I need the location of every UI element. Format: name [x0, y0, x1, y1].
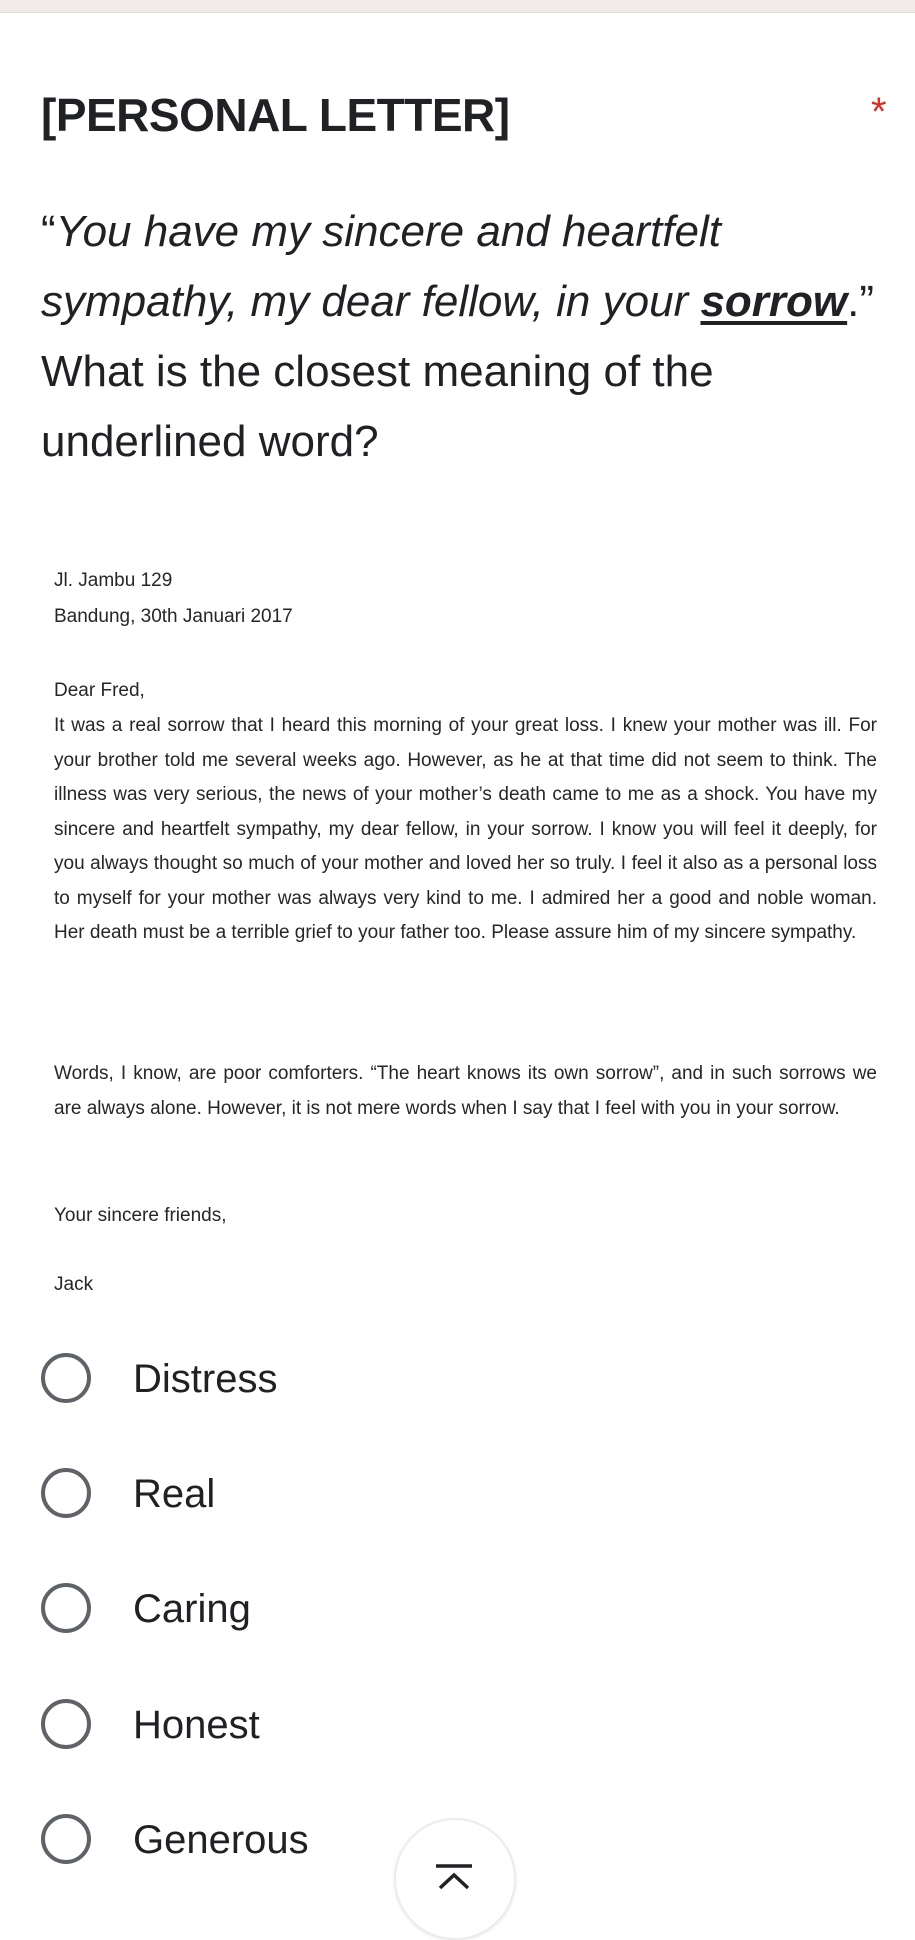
- scroll-to-top-button[interactable]: [394, 1818, 516, 1940]
- question-quote-open: “: [41, 207, 56, 256]
- option-label: Caring: [133, 1587, 251, 1631]
- option-label: Honest: [133, 1703, 260, 1747]
- question-prompt: .” What is the closest meaning of the underlined word?: [41, 277, 875, 466]
- option-label: Distress: [133, 1357, 278, 1401]
- option-real[interactable]: [41, 1468, 641, 1528]
- radio-button[interactable]: [41, 1699, 91, 1749]
- option-caring[interactable]: [41, 1583, 641, 1643]
- option-label: Real: [133, 1472, 216, 1516]
- radio-button[interactable]: [41, 1468, 91, 1518]
- letter-salutation: Dear Fred,: [54, 680, 145, 701]
- underlined-word: sorrow: [700, 277, 848, 326]
- scroll-to-top-icon: [434, 1864, 474, 1894]
- question-title: [PERSONAL LETTER]: [41, 89, 510, 141]
- option-honest[interactable]: [41, 1699, 641, 1759]
- letter-signature: Jack: [54, 1274, 94, 1295]
- option-distress[interactable]: [41, 1353, 641, 1413]
- option-label: Generous: [133, 1818, 309, 1862]
- radio-button[interactable]: [41, 1814, 91, 1864]
- radio-button[interactable]: [41, 1353, 91, 1403]
- letter-paragraph-1: It was a real sorrow that I heard this morning of your great loss. I knew your mother was ill. For your brother told me several weeks ago. However, as he at that time did not seem to think. The illness was very serious, the news of your mother’s death came to me as a shock. You have my sincere and heartfelt sympathy, my dear fellow, in your sorrow. I know you will feel it deeply, for you always thought so much of your mother and loved her so truly. I feel it also as a personal loss to myself for your mother was always very kind to me. I admired her a good and noble woman. Her death must be a terrible grief to your father too. Please assure him of my sincere sympathy.: [54, 715, 877, 943]
- letter-closing: Your sincere friends,: [54, 1205, 227, 1226]
- radio-button[interactable]: [41, 1583, 91, 1633]
- question-quote-text: You have my sincere and heartfelt sympathy, my dear fellow, in your: [41, 207, 721, 326]
- letter-paragraph-2: Words, I know, are poor comforters. “The heart knows its own sorrow”, and in such sorrows we are always alone. However, it is not mere words when I say that I feel with you in your sorrow.: [54, 1063, 877, 1119]
- letter-address-line1: Jl. Jambu 129: [54, 570, 173, 591]
- question-text: [41, 197, 891, 477]
- top-strip: [0, 0, 915, 13]
- required-asterisk: *: [871, 90, 887, 134]
- option-generous[interactable]: [41, 1814, 641, 1874]
- letter-address-line2: Bandung, 30th Januari 2017: [54, 606, 293, 627]
